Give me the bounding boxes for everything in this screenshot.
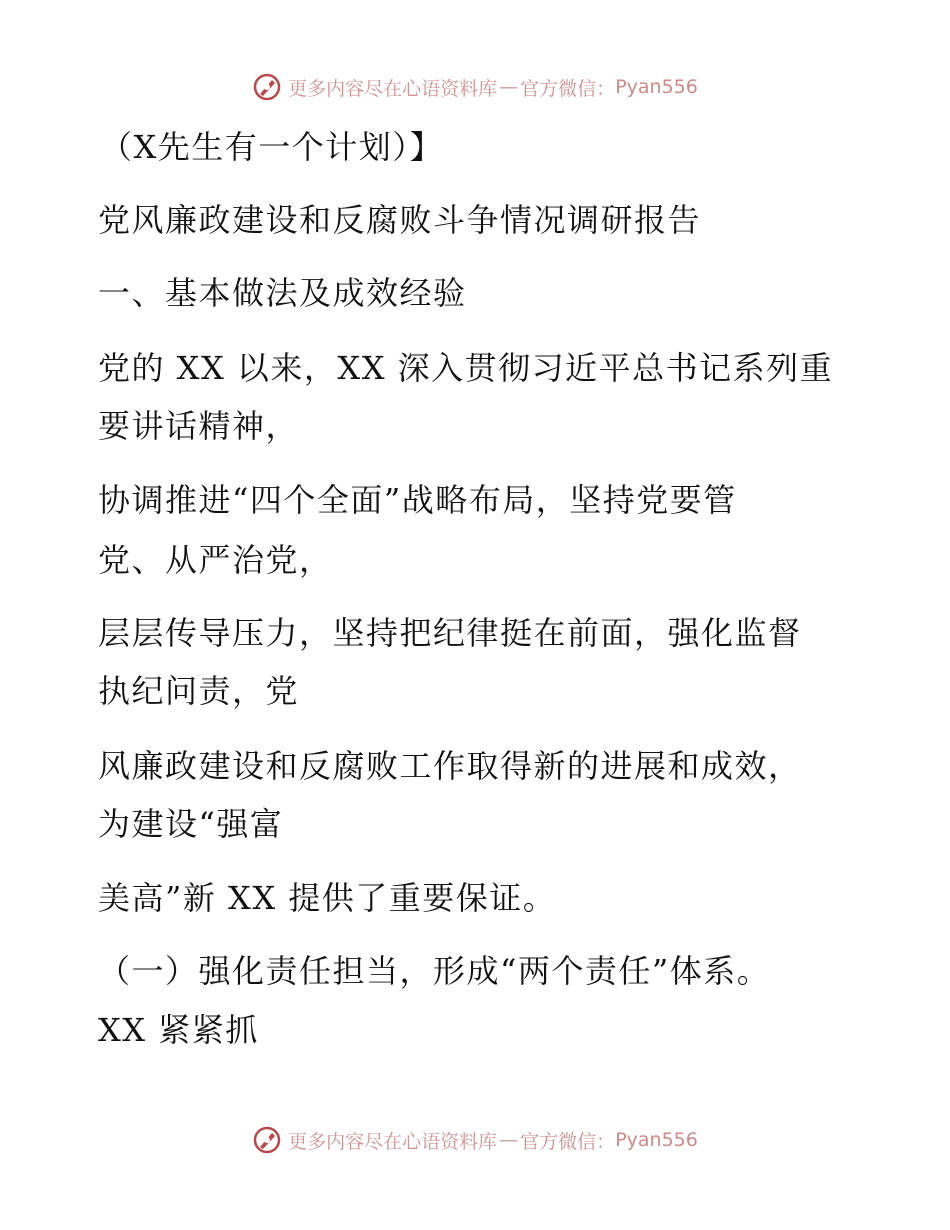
watermark-text: 更多内容尽在心语资料库 — [288, 77, 498, 100]
watermark-text: 更多内容尽在心语资料库 — [288, 1130, 498, 1153]
watermark-label: 官方微信： — [520, 77, 616, 100]
pen-logo-icon — [252, 72, 282, 102]
doc-line-7: 党、从严治党， — [98, 541, 333, 579]
subsection-heading-1: （一）强化责任担当，形成“两个责任”体系。 — [98, 952, 771, 990]
doc-line-14: XX 紧紧抓 — [98, 1011, 259, 1049]
doc-line-1: （X先生有一个计划）】 — [100, 128, 444, 166]
watermark-label: 官方微信： — [520, 1130, 616, 1153]
doc-line-4: 党的 XX 以来，XX 深入贯彻习近平总书记系列重 — [98, 349, 834, 387]
watermark-wechat-id: Pyan556 — [615, 1129, 698, 1151]
watermark-wechat-id: Pyan556 — [615, 76, 698, 98]
doc-line-6: 协调推进“四个全面”战略布局，坚持党要管 — [98, 481, 737, 519]
watermark-dash: — — [499, 76, 519, 98]
footer-watermark — [0, 1125, 950, 1155]
doc-line-8: 层层传导压力，坚持把纪律挺在前面，强化监督 — [98, 614, 802, 652]
header-watermark — [0, 72, 950, 102]
doc-line-11: 为建设“强富 — [98, 805, 284, 843]
doc-line-12: 美高”新 XX 提供了重要保证。 — [98, 879, 557, 917]
doc-line-9: 执纪问责，党 — [98, 672, 300, 710]
doc-line-10: 风廉政建设和反腐败工作取得新的进展和成效， — [98, 747, 802, 785]
pen-logo-icon — [252, 1125, 282, 1155]
section-heading-1: 一、基本做法及成效经验 — [98, 274, 467, 312]
doc-line-5: 要讲话精神， — [98, 407, 300, 445]
doc-title: 党风廉政建设和反腐败斗争情况调研报告 — [98, 201, 702, 239]
watermark-dash: — — [499, 1129, 519, 1151]
